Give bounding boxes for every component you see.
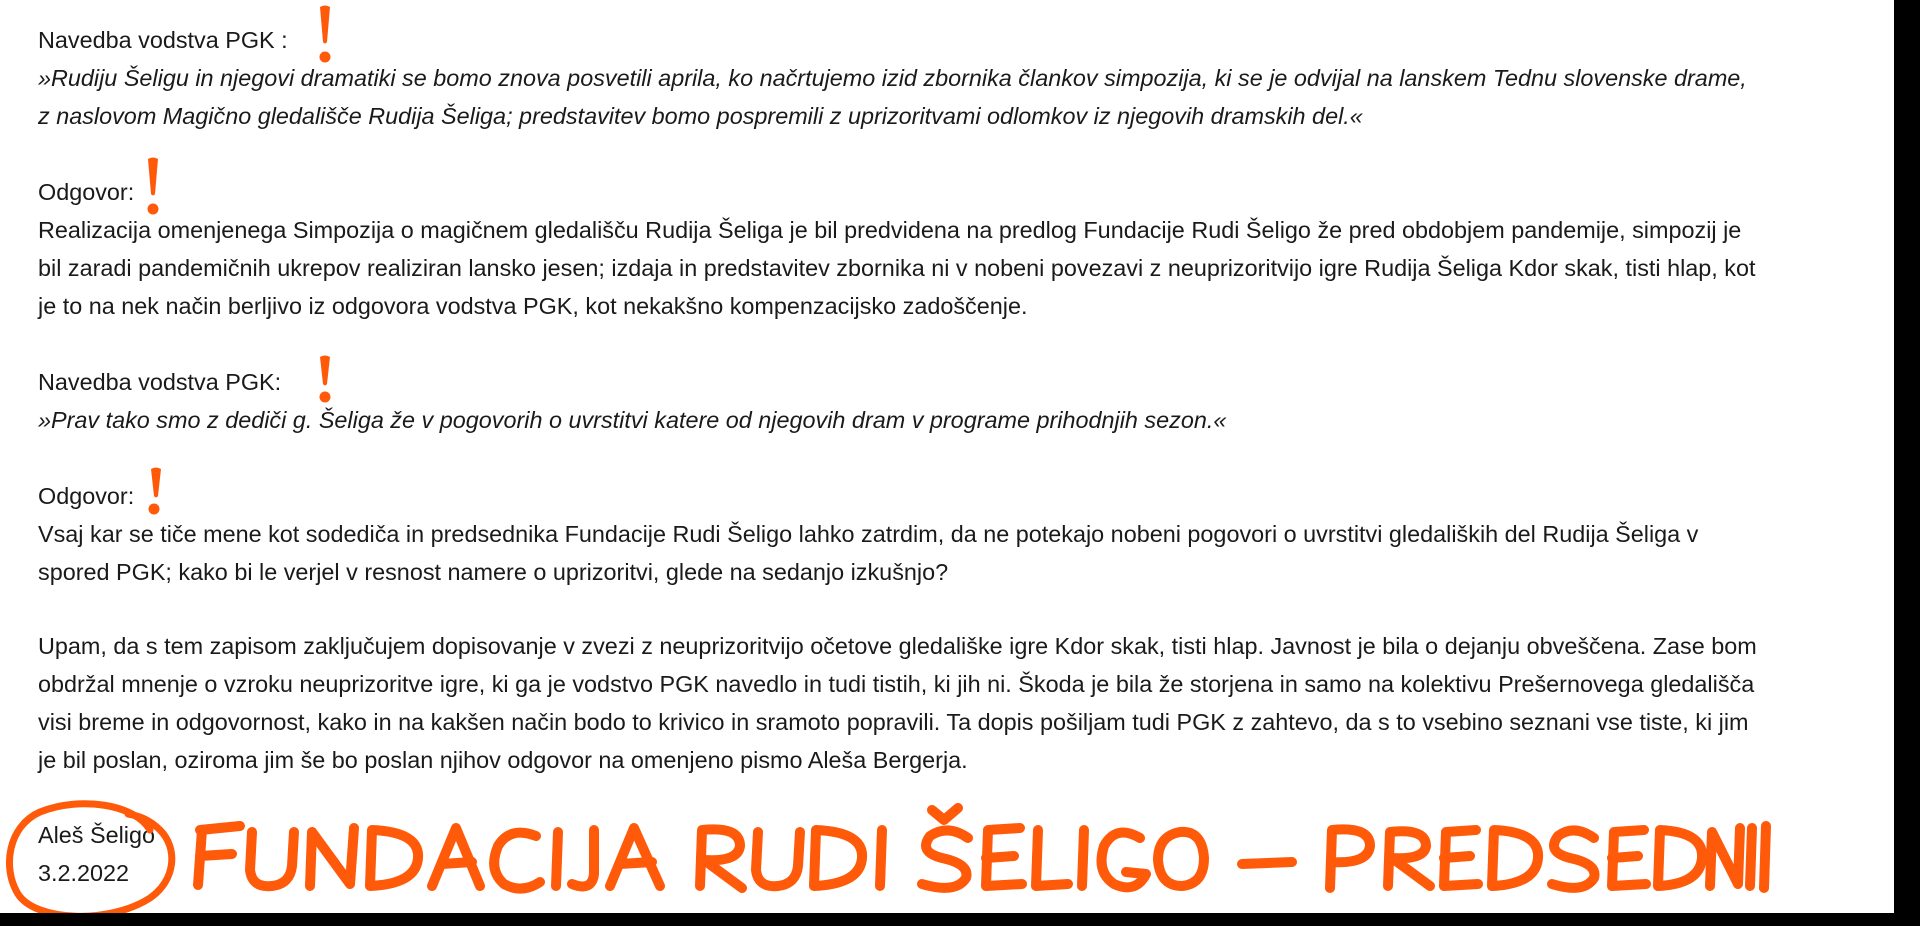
statement-label: Navedba vodstva PGK: bbox=[38, 369, 282, 395]
answer-line: Realizacija omenjenega Simpozija o magičnem gledališču Rudija Šeliga je bil predvidena na predlog Fundacije Rudi Šeligo že pred obdobjem pandemije, simpozij je bbox=[38, 217, 1742, 243]
answer-line: spored PGK; kako bi le verjel v resnost namere o uprizoritvi, glede na sedanjo izkušnjo? bbox=[38, 559, 949, 585]
closing-paragraph bbox=[38, 627, 1888, 779]
answer-label: Odgovor: bbox=[38, 483, 135, 509]
closing-line: obdržal mnenje o vzroku neuprizoritve igre, ki ga je vodstvo PGK navedlo in tudi tistih, ki jih ni. Škoda je bila že storjena in samo na kolektivu Prešernovega gledališča bbox=[38, 671, 1755, 697]
section-answer-2 bbox=[38, 477, 1888, 591]
exclamation-mark-icon bbox=[314, 354, 336, 404]
answer-line: Vsaj kar se tiče mene kot sodediča in predsednika Fundacije Rudi Šeligo lahko zatrdim, da ne potekajo nobeni pogovori o uvrstitvi gledaliških del Rudija Šeliga v bbox=[38, 521, 1699, 547]
exclamation-mark-icon bbox=[144, 466, 166, 516]
answer-label: Odgovor: bbox=[38, 179, 135, 205]
closing-line: je bil poslan, oziroma jim še bo poslan njihov odgovor na omenjeno pismo Aleša Bergerja. bbox=[38, 747, 968, 773]
answer-line: je to na nek način berljivo iz odgovora vodstva PGK, kot nekakšno kompenzacijsko zadoščenje. bbox=[38, 293, 1028, 319]
closing-line: visi breme in odgovornost, kako in na kakšen način bodo to krivico in sramoto popravili. Ta dopis pošiljam tudi PGK z zahtevo, da s to vsebino seznani vse tiste, ki jim bbox=[38, 709, 1749, 735]
signature-name: Aleš Šeligo bbox=[38, 822, 156, 848]
quote-line: z naslovom Magično gledališče Rudija Šeliga; predstavitev bomo pospremili z uprizoritvami odlomkov iz njegovih dramskih del.« bbox=[38, 103, 1363, 129]
quote-line: »Rudiju Šeligu in njegovi dramatiki se bomo znova posvetili aprila, ko načrtujemo izid zbornika člankov simpozija, ki se je odvijal na lanskem Tednu slovenske drame, bbox=[38, 65, 1747, 91]
section-answer-1 bbox=[38, 173, 1888, 325]
statement-label: Navedba vodstva PGK : bbox=[38, 27, 288, 53]
exclamation-mark-icon bbox=[142, 156, 164, 216]
quote-line: »Prav tako smo z dediči g. Šeliga že v pogovorih o uvrstitvi katere od njegovih dram v programe prihodnjih sezon.« bbox=[38, 407, 1227, 433]
closing-line: Upam, da s tem zapisom zaključujem dopisovanje v zvezi z neuprizoritvijo očetove gledališke igre Kdor skak, tisti hlap. Javnost je bila o dejanju obveščena. Zase bom bbox=[38, 633, 1757, 659]
signature-date: 3.2.2022 bbox=[38, 860, 130, 886]
handwritten-annotation bbox=[180, 790, 1770, 900]
exclamation-mark-icon bbox=[314, 4, 336, 64]
signature-circle-icon bbox=[0, 790, 190, 913]
answer-line: bil zaradi pandemičnih ukrepov realiziran lansko jesen; izdaja in predstavitev zbornika ni v nobeni povezavi z neuprizoritvijo igre Rudija Šeliga Kdor skak, tisti hlap, kot bbox=[38, 255, 1756, 281]
